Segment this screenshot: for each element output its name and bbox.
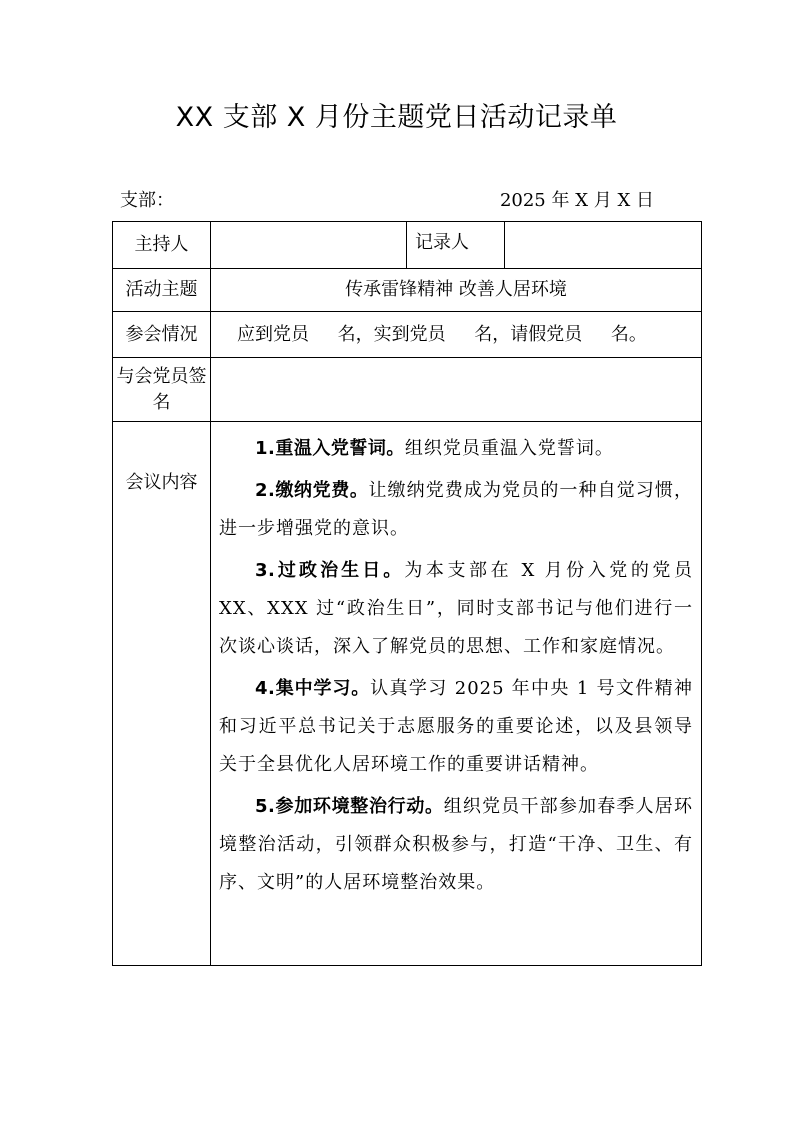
content-item-3 [219,552,693,666]
content-row [113,422,702,966]
content-item-1-body: 组织党员重温入党誓词。 [404,438,614,459]
content-item-2-head: 2.缴纳党费。 [255,480,369,501]
content-item-2-body: 让缴纳党费成为党员的一种自觉习惯，进一步增强党的意识。 [219,480,693,539]
page-title: XX 支部 X 月份主题党日活动记录单 [175,102,618,133]
content-item-5-head: 5.参加环境整治行动。 [255,796,444,817]
record-table [112,221,702,966]
content-item-3-body: 为本支部在 X 月份入党的党员 XX、XXX 过“政治生日”，同时支部书记与他们进行一次谈心谈话，深入了解党员的思想、工作和家庭情况。 [219,560,693,657]
theme-label: 活动主题 [113,269,211,312]
theme-row [113,269,702,312]
host-row [113,222,702,269]
host-label: 主持人 [113,222,211,269]
content-item-4 [219,670,693,784]
attendance-label: 参会情况 [113,312,211,358]
date-label: 2025 年 X 月 X 日 [499,190,654,211]
signature-label: 与会党员签名 [113,358,211,422]
content-item-4-body: 认真学习 2025 年中央 1 号文件精神和习近平总书记关于志愿服务的重要论述，以及县领导关于全县优化人居环境工作的重要讲话精神。 [219,678,693,775]
content-item-2 [219,472,693,548]
content-item-5 [219,788,693,902]
signature-field[interactable] [211,358,702,422]
recorder-value-field[interactable] [505,222,702,269]
theme-value: 传承雷锋精神 改善人居环境 [211,269,702,312]
branch-label: 支部： [120,190,174,211]
content-item-1-head: 1.重温入党誓词。 [255,438,405,459]
content-item-5-body: 组织党员干部参加春季人居环境整治活动，引领群众积极参与，打造“干净、卫生、有序、文明”的人居环境整治效果。 [219,796,693,893]
signature-row [113,358,702,422]
content-item-4-head: 4.集中学习。 [255,678,371,699]
host-value-field[interactable] [211,222,407,269]
attendance-row [113,312,702,358]
attendance-value: 应到党员 名，实到党员 名，请假党员 名。 [211,312,702,358]
content-item-3-head: 3.过政治生日。 [255,560,405,581]
content-body [211,422,702,966]
header-info-line [120,188,654,214]
content-label: 会议内容 [113,422,211,966]
recorder-label: 记录人 [407,222,505,269]
content-item-1 [219,430,693,468]
